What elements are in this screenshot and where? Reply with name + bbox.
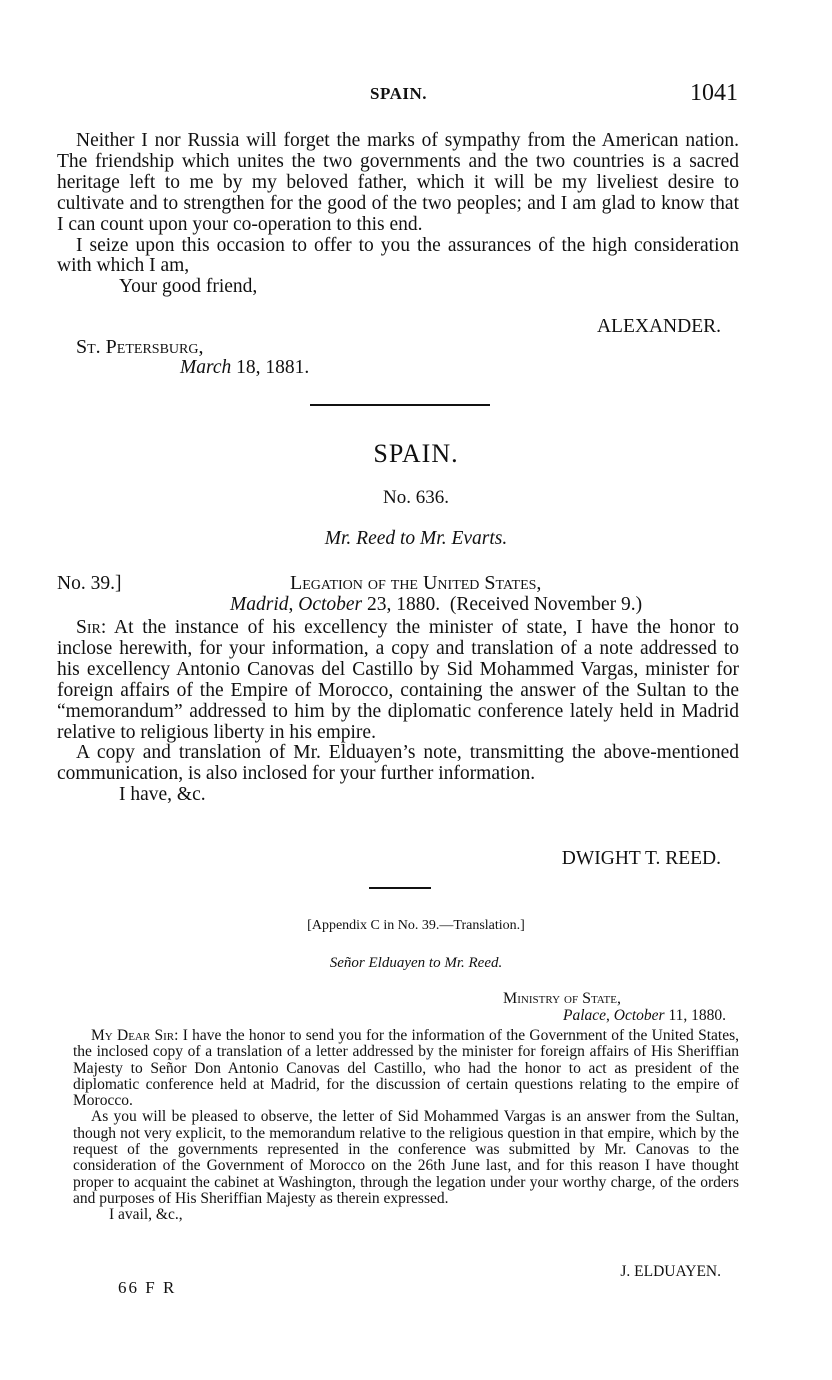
dispatch-paragraph-1 bbox=[57, 618, 739, 743]
dispatch-legation: Legation of the United States, bbox=[290, 572, 542, 594]
dispatch-reference: No. 39.] bbox=[57, 573, 122, 594]
section-divider bbox=[310, 404, 490, 406]
letter-date-month: March bbox=[180, 357, 232, 378]
dispatch-salutation: Sir bbox=[76, 617, 101, 638]
appendix-signature: J. ELDUAYEN. bbox=[620, 1263, 721, 1280]
signature-mark: 66 F R bbox=[118, 1278, 177, 1297]
dispatch-date-rest: 23, 1880. bbox=[362, 594, 441, 615]
appendix-correspondents: Señor Elduayen to Mr. Reed. bbox=[329, 955, 503, 971]
appendix-ministry: Ministry of State, bbox=[503, 990, 621, 1007]
dispatch-place: Madrid bbox=[230, 594, 289, 615]
appendix-closing: I avail, &c., bbox=[109, 1206, 183, 1224]
dispatch-received: (Received November 9.) bbox=[449, 594, 643, 615]
letter-paragraph-1: Neither I nor Russia will forget the marks of sympathy from the American nation. The friendship which unites the two governments and the two countries is a sacred heritage left to me by my beloved father, which it will be my liveliest desire to cultivate and to strengthen for the good of the two peoples; and I am glad to know that I can count upon your co-operation to this end. bbox=[57, 130, 739, 235]
letter-closing: Your good friend, bbox=[119, 276, 258, 298]
running-title: SPAIN. bbox=[370, 84, 427, 103]
dispatch-dateline: Madrid, October 23, 1880. (Received November 9.) bbox=[230, 594, 643, 615]
letter-place: St. Petersburg, bbox=[76, 336, 204, 358]
page-number: 1041 bbox=[690, 80, 738, 106]
dispatch-paragraph-2: A copy and translation of Mr. Elduayen’s note, transmitting the above-mentioned communication, is also inclosed for your further information. bbox=[57, 742, 739, 785]
section-heading: SPAIN. bbox=[373, 439, 459, 468]
dispatch-signature: DWIGHT T. REED. bbox=[561, 848, 721, 869]
letter-signature: ALEXANDER. bbox=[596, 316, 721, 337]
letter-paragraph-2: I seize upon this occasion to offer to you the assurances of the high consideration with which I am, bbox=[57, 234, 739, 277]
correspondents: Mr. Reed to Mr. Evarts. bbox=[324, 528, 508, 549]
appendix-paragraph-1 bbox=[73, 1028, 739, 1109]
dispatch-paragraph-1-text: : At the instance of his excellency the minister of state, I have the honor to inclose herewith, for your information, a copy and translation of a note addressed to his excellency Antonio Canovas del Castillo by Sid Mohammed Vargas, minister for foreign affairs of the Empire of Morocco, containing the answer of the Sultan to the “memorandum” addressed to him by the diplomatic conference lately held in Madrid relative to religious liberty in his empire. bbox=[57, 617, 739, 743]
appendix-paragraph-1-text: : I have the honor to send you for the information of the Government of the United States, the inclosed copy of a translation of a letter addressed by the minister for foreign affairs of His Sheriffian Majesty to Señor Don Antonio Canovas del Castillo, who had the honor to act as president of the diplomatic conference held at Madrid, for the discussion of certain questions relating to the empire of Morocco. bbox=[73, 1027, 739, 1110]
appendix-place: Palace bbox=[563, 1007, 607, 1024]
document-number: No. 636. bbox=[383, 487, 449, 508]
appendix-date-month: October bbox=[613, 1007, 665, 1024]
dispatch-body bbox=[57, 618, 739, 806]
letter-end-body bbox=[57, 131, 739, 298]
appendix-divider bbox=[369, 887, 431, 889]
appendix-dateline: Palace, October 11, 1880. bbox=[563, 1007, 727, 1024]
letter-date bbox=[180, 357, 309, 379]
appendix-body bbox=[73, 1028, 739, 1224]
appendix-salutation: My Dear Sir bbox=[91, 1027, 175, 1044]
dispatch-date-month: October bbox=[298, 594, 363, 615]
appendix-paragraph-2: As you will be pleased to observe, the letter of Sid Mohammed Vargas is an answer from the Sultan, though not very explicit, to the memorandum relative to the religious question in that empire, which by the request of the governments represented in the conference was submitted by Mr. Canovas to the consideration of the Government of Morocco on the 26th June last, and for this reason I have thought proper to acquaint the cabinet at Washington, through the legation under your worthy charge, of the orders and purposes of His Sheriffian Majesty as therein expressed. bbox=[73, 1108, 739, 1207]
dispatch-closing: I have, &c. bbox=[119, 784, 206, 806]
appendix-date-rest: 11, 1880. bbox=[664, 1007, 727, 1024]
appendix-heading: [Appendix C in No. 39.—Translation.] bbox=[307, 918, 525, 933]
letter-date-rest: 18, 1881. bbox=[231, 357, 310, 378]
